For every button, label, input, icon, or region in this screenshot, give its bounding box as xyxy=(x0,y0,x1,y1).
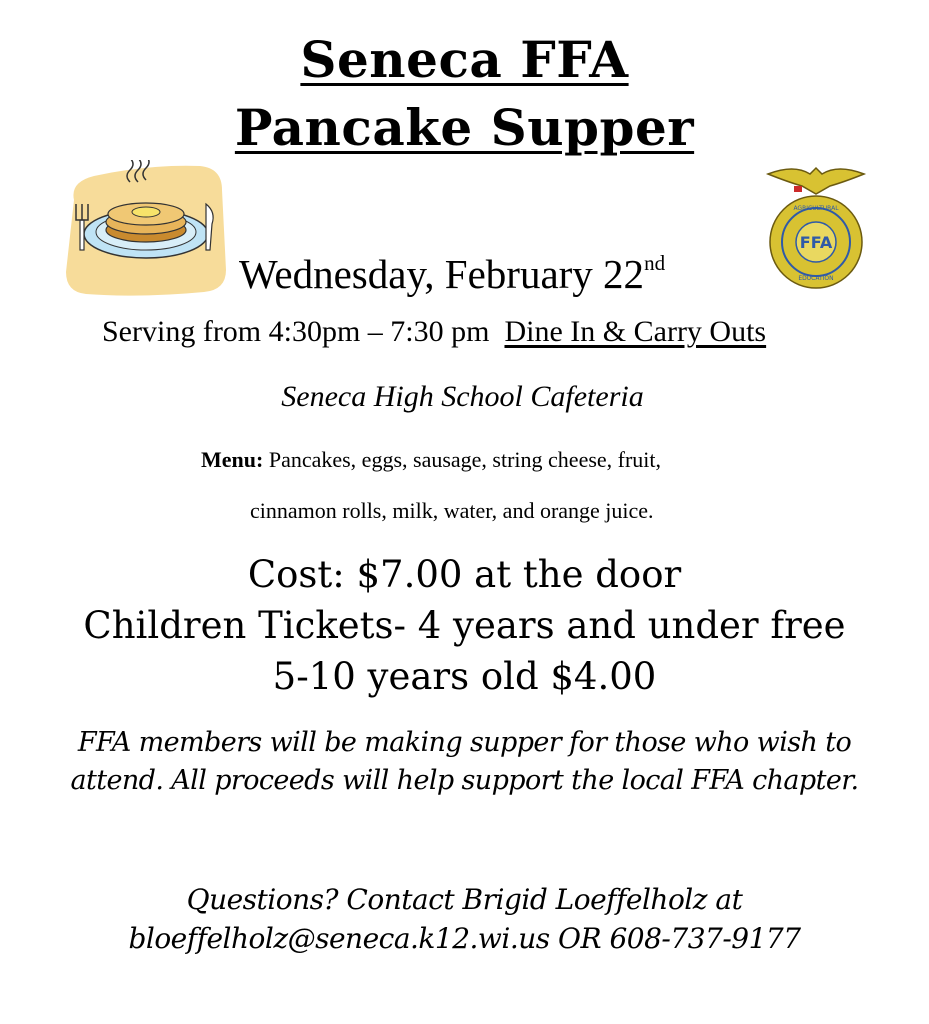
menu-line-2: cinnamon rolls, milk, water, and orange juice. xyxy=(250,498,654,523)
pancake-clipart-icon xyxy=(60,160,230,300)
svg-text:EDUCATION: EDUCATION xyxy=(798,275,834,282)
event-date xyxy=(239,251,666,297)
menu-label: Menu: xyxy=(201,447,264,472)
serving-time: Serving from 4:30pm – 7:30 pm xyxy=(102,315,490,348)
service-type: Dine In & Carry Outs xyxy=(504,315,767,348)
title-line-2: Pancake Supper xyxy=(234,98,695,157)
menu-items-1: Pancakes, eggs, sausage, string cheese, fruit, xyxy=(268,447,662,472)
contact-line-2: bloeffelholz@seneca.k12.wi.us OR 608-737-9177 xyxy=(128,922,801,955)
contact-line-1: Questions? Contact Brigid Loeffelholz at xyxy=(186,883,743,916)
cost-line: Cost: $7.00 at the door xyxy=(247,553,682,596)
event-location: Seneca High School Cafeteria xyxy=(281,380,644,413)
note-line-1: FFA members will be making supper for those who wish to xyxy=(77,727,852,758)
serving-hours xyxy=(102,317,766,347)
title-line-1: Seneca FFA xyxy=(300,30,629,89)
svg-text:AGRICULTURAL: AGRICULTURAL xyxy=(793,205,839,212)
note-line-2: attend. All proceeds will help support the local FFA chapter. xyxy=(70,765,859,796)
ffa-emblem-icon xyxy=(764,160,868,290)
event-date-text: Wednesday, February 22 xyxy=(239,251,645,297)
svg-text:FFA: FFA xyxy=(799,233,833,252)
youth-price-line: 5-10 years old $4.00 xyxy=(272,655,657,698)
event-date-suffix: nd xyxy=(644,251,666,275)
children-tickets-line: Children Tickets- 4 years and under free xyxy=(83,604,846,647)
menu-line-1 xyxy=(201,449,661,471)
